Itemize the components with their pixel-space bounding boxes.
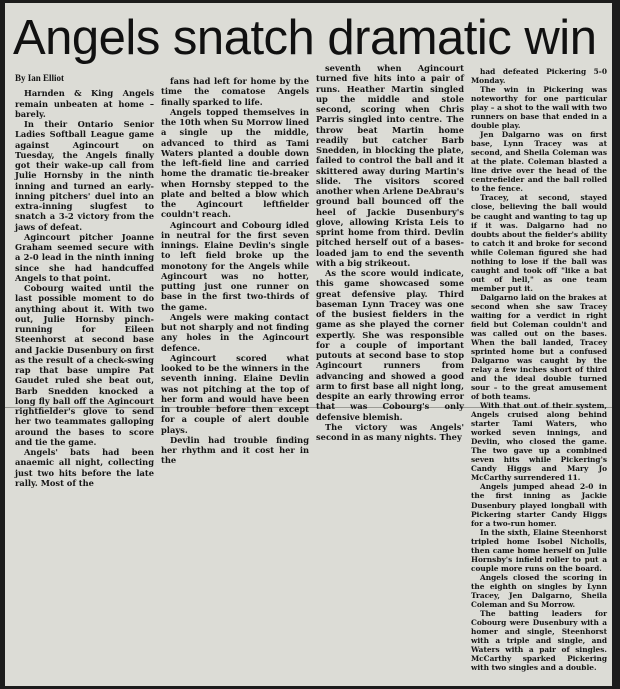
byline: By Ian Elliot	[15, 73, 65, 83]
article-column-4	[471, 67, 607, 672]
paragraph: Angels jumped ahead 2-0 in the first inning as Jackie Dusenbury played longball with Pickering starter Candy Higgs for a two-run homer.	[471, 482, 607, 528]
paragraph: Dalgarno laid on the brakes at second when she saw Tracey waiting for a verdict in right field but Coleman couldn't and was called out on the bases. When the ball landed, Tracey sprinted home but a confused Dalgarno was caught by the relay a few inches short of third and the ideal double turned sour – to the great amusement of both teams.	[471, 292, 607, 402]
paragraph: The victory was Angels' second in as many nights. They	[316, 421, 464, 442]
article-column-1	[15, 73, 154, 488]
paragraph: The win in Pickering was noteworthy for one particular play – a shot to the wall with two runners on base that ended in a double play.	[471, 85, 607, 131]
paragraph: With that out of their system, Angels cruised along behind starter Tami Waters, who worked seven innings, and Devlin, who closed the game. The two gave up a combined seven hits while Pickering's Candy Higgs and Mary Jo McCarthy surrendered 11.	[471, 401, 607, 483]
paragraph: Jen Dalgarno was on first base, Lynn Tracey was at second, and Sheila Coleman was at the plate. Coleman blasted a line drive over the head of the centrefielder and the ball rolled to the fence.	[471, 130, 607, 194]
paragraph: Agincourt and Cobourg idled in neutral for the first seven innings. Elaine Devlin's single to left field broke up the monotony for the Angels while Agincourt was no hotter, putting just one runner on base in the first two-thirds of the game.	[161, 219, 309, 312]
paragraph: The batting leaders for Cobourg were Dusenbury with a homer and single, Steenhorst with a triple and single, and Waters with a pair of singles. McCarthy sparked Pickering with two singles and a double.	[471, 608, 607, 673]
paragraph: Angels were making contact but not sharply and not finding any holes in the Agincourt defence.	[161, 311, 309, 353]
paragraph: In their Ontario Senior Ladies Softball League game against Agincourt on Tuesday, the Angels finally got their wake-up call from Julie Hornsby in the ninth inning and turned an early-inning pitchers' duel into an extra-inning slugfest to snatch a 3-2 victory from the jaws of defeat.	[15, 119, 154, 232]
article-column-2	[161, 76, 309, 466]
paragraph: seventh when Agincourt turned five hits into a pair of runs. Heather Martin singled up the middle and stole second, scoring when Chris Parris singled into centre. The throw beat Martin home readily but catcher Barb Snedden, in blocking the plate, failed to control the ball and it skittered away during Martin's slide. The visitors scored another when Arlene DeAbrau's ground ball bounced off the heel of Jackie Dusenbury's glove, allowing Krista Leis to sprint home from third. Devlin pitched herself out of a bases-loaded jam to end the seventh with a big strikeout.	[316, 63, 464, 268]
paragraph: As the score would indicate, this game showcased some great defensive play. Third baseman Lynn Tracey was one of the busiest fielders in the game as she played the corner expertly. She was responsible for a couple of important putouts at second base to stop Agincourt runners from advancing and showed a good arm to first base all night long, despite an early throwing error that was Cobourg's only defensive blemish.	[316, 268, 464, 422]
paragraph: Agincourt scored what looked to be the winners in the seventh inning. Elaine Devlin was not pitching at the top of her form and would have been in trouble before then except for a couple of alert double plays.	[161, 352, 309, 435]
paragraph: had defeated Pickering 5-0 Monday.	[471, 67, 607, 86]
paragraph: Angels closed the scoring in the eighth on singles by Lynn Tracey, Jen Dalgarno, Sheila Coleman and Su Morrow.	[471, 572, 607, 609]
headline: Angels snatch dramatic win	[13, 11, 597, 65]
newspaper-clipping	[5, 3, 612, 686]
paragraph: In the sixth, Elaine Steenhorst tripled home Isobel Nicholls, then came home herself on Julie Hornsby's infield roller to put a couple more runs on the board.	[471, 527, 607, 573]
paragraph: Devlin had trouble finding her rhythm and it cost her in the	[161, 434, 309, 466]
paragraph: Cobourg waited until the last possible moment to do anything about it. With two out, Julie Hornsby pinch-running for Eileen Steenhorst at second base and Jackie Dusenbury on first as the result of a check-swing rap that base umpire Pat Gaudet ruled she beat out, Barb Snedden knocked a long fly ball off the Agincourt rightfielder's glove to send her two teammates galloping around the bases to score and tie the game.	[15, 283, 154, 447]
paragraph: Harnden & King Angels remain unbeaten at home – barely.	[15, 88, 154, 119]
paragraph: Angels topped themselves in the 10th when Su Morrow lined a single up the middle, advanced to third as Tami Waters planted a double down the left-field line and carried home the dramatic tie-breaker when Hornsby stepped to the plate and belted a blow which the Agincourt leftfielder couldn't reach.	[161, 106, 309, 220]
paragraph: Angels' bats had been anaemic all night, collecting just two hits before the late rally. Most of the	[15, 447, 154, 488]
article-column-3	[316, 63, 464, 442]
paragraph: Tracey, at second, stayed close, believing the ball would be caught and wanting to tag up if it was. Dalgarno had no doubts about the fielder's ability to catch it and broke for second while Coleman figured she had nothing to lose if the ball was caught and took off "like a bat out of hell," as one team member put it.	[471, 193, 607, 293]
paragraph: Agincourt pitcher Joanne Graham seemed secure with a 2-0 lead in the ninth inning since she had handcuffed Angels to that point.	[15, 231, 154, 283]
paragraph: fans had left for home by the time the comatose Angels finally sparked to life.	[161, 76, 309, 107]
